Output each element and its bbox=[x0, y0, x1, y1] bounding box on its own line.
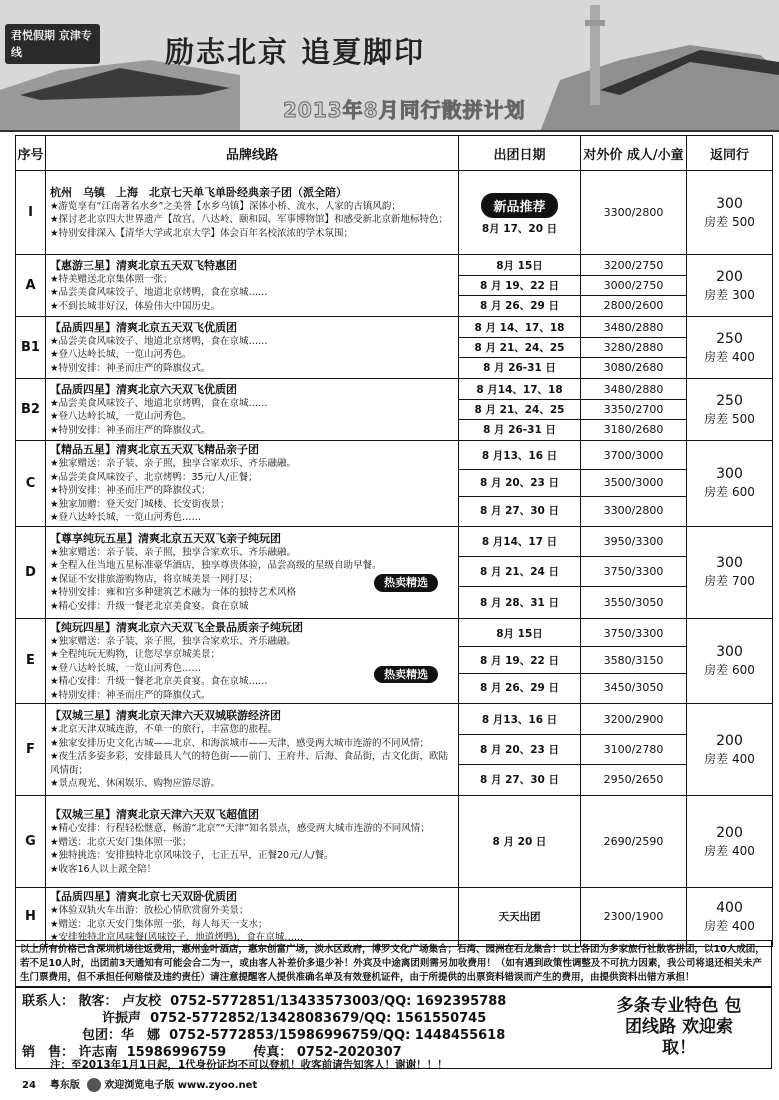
room-diff: 房差 500 bbox=[704, 411, 755, 426]
page-number: 24 bbox=[22, 1080, 36, 1091]
tour-row bbox=[16, 704, 773, 796]
price-column bbox=[581, 441, 687, 527]
price-text: 3280/2880 bbox=[603, 340, 664, 354]
date-cell bbox=[459, 470, 580, 497]
footer-text: 欢迎浏览电子版 www.zyoo.net bbox=[104, 1080, 258, 1091]
route-cell bbox=[46, 441, 459, 527]
route-cell bbox=[46, 618, 459, 704]
price-cell bbox=[581, 276, 686, 296]
date-cell bbox=[459, 380, 580, 400]
date-cell bbox=[459, 497, 580, 524]
price-text: 2690/2590 bbox=[603, 835, 664, 848]
date-text: 8 月13、16 日 bbox=[481, 713, 558, 726]
col-header-date: 出团日期 bbox=[459, 136, 581, 171]
route-item: ★独家赠送：亲子装、亲子照，独享合家欢乐、齐乐融融。 bbox=[50, 458, 297, 469]
route-cell bbox=[46, 796, 459, 888]
contact-box bbox=[15, 987, 772, 1069]
date-column bbox=[459, 618, 581, 704]
price-cell bbox=[581, 674, 686, 701]
date-cell bbox=[459, 891, 580, 942]
route-item: ★北京天津双城连游，不单一的旅行，丰富您的旅程。 bbox=[50, 724, 278, 736]
route-item: ★精心安排：行程轻松惬意，畅游“北京”“天津”知名景点，感受两大城市连游的不同风情； bbox=[50, 823, 430, 834]
route-title: 杭州 乌镇 上海 北京七天单飞单卧经典亲子团（派全陪） bbox=[50, 185, 347, 199]
new-product-badge: 新品推荐 bbox=[481, 193, 557, 218]
date-column bbox=[459, 526, 581, 618]
return-value: 300 bbox=[716, 643, 743, 660]
price-text: 3100/2780 bbox=[603, 742, 664, 756]
header-banner bbox=[0, 0, 779, 132]
route-cell bbox=[46, 704, 459, 796]
return-value: 400 bbox=[716, 899, 743, 916]
route-item: ★登八达岭长城，一览山河秀色…… bbox=[50, 512, 202, 523]
route-item: ★精心安排：升级一餐老北京美食宴。食在京城…… bbox=[50, 676, 268, 687]
route-title: 【品质四星】清爽北京七天双卧优质团 bbox=[50, 890, 237, 903]
price-cell bbox=[581, 735, 686, 765]
date-cell bbox=[459, 358, 580, 378]
price-cell bbox=[581, 171, 686, 254]
price-cell bbox=[581, 497, 686, 524]
price-text: 3200/2900 bbox=[603, 712, 664, 726]
date-column bbox=[459, 171, 581, 255]
date-cell bbox=[459, 527, 580, 557]
price-cell bbox=[581, 891, 686, 942]
id-card-note: 注：至2013年1月1日起，1代身份证均不可以登机！收客前请告知客人！谢谢！！！ bbox=[50, 1059, 448, 1071]
return-cell bbox=[687, 618, 773, 704]
terms-notes: 以上所有价格已含深圳机场往返费用，惠州金叶酒店，惠东创富广场，淡水区政府，博罗文化广场集合；石湾、园洲在石龙集合！以上各团为多家旅行社散客拼团，以10人成团，若不足10人时，出团前3天通知有可能会合二为一，或由客人补差价多退少补！外宾及中途离团则需另加收费用！（如有遇到政策性调整及不可抗力因素，我公司将退还相关未产生门票费用，但不承担任何赔偿及违约责任）请注意提醒客人提供准确名单及有效登机证件，由于所提供的出票资料错误而产生的费用，由提供资料出错方承担！ bbox=[15, 940, 772, 987]
date-column bbox=[459, 796, 581, 888]
date-text: 8 月 27、30 日 bbox=[480, 774, 559, 786]
price-text: 3550/3050 bbox=[603, 595, 664, 609]
sales-phone: 15986996759 bbox=[126, 1045, 227, 1060]
tour-row bbox=[16, 379, 773, 441]
return-value: 300 bbox=[716, 555, 743, 571]
date-column bbox=[459, 255, 581, 317]
date-text: 8 月13、16 日 bbox=[481, 450, 558, 463]
price-cell bbox=[581, 527, 686, 557]
return-cell bbox=[687, 526, 773, 618]
date-cell bbox=[459, 674, 580, 701]
route-item: ★精心安排：升级一餐老北京美食宴。食在京城 bbox=[50, 600, 249, 612]
price-text: 2300/1900 bbox=[603, 910, 664, 924]
price-cell bbox=[581, 765, 686, 795]
price-cell bbox=[581, 358, 686, 378]
date-text: 8 月 26-31 日 bbox=[483, 362, 556, 374]
route-cell bbox=[46, 526, 459, 618]
date-cell bbox=[459, 338, 580, 358]
tour-row bbox=[16, 526, 773, 618]
contact-info-3: 0752-5772853/15986996759/QQ: 1448455618 bbox=[169, 1028, 506, 1043]
route-item: ★探讨老北京四大世界遗产【故宫、八达岭、颐和园、军事博物馆】和感受新北京新地标特色； bbox=[50, 214, 449, 226]
route-item: ★不到长城非好汉，体验伟大中国历史。 bbox=[50, 300, 221, 312]
date-cell bbox=[459, 587, 580, 617]
price-text: 3500/3000 bbox=[603, 476, 664, 490]
route-item: ★夜生活多姿多彩，安排最具人气的特色街——前门、王府井、后海、食品街，古文化街，欧陆风情街； bbox=[50, 751, 449, 776]
promo-text: 多条专业特色 包团线路 欢迎索取！ bbox=[616, 996, 742, 1058]
route-title: 【纯玩四星】清爽北京六天双飞全景品质亲子纯玩团 bbox=[50, 620, 303, 634]
return-value: 200 bbox=[716, 732, 743, 749]
price-text: 3200/2750 bbox=[603, 258, 664, 272]
col-header-price: 对外价 成人/小童 bbox=[581, 136, 687, 171]
date-text: 8 月 21、24、25 bbox=[474, 403, 565, 416]
date-text: 8 月 26-31 日 bbox=[483, 424, 556, 436]
date-column bbox=[459, 704, 581, 796]
date-cell bbox=[459, 171, 580, 254]
col-header-route: 品牌线路 bbox=[46, 136, 459, 171]
price-cell bbox=[581, 470, 686, 497]
route-item: ★登八达岭长城，一览山河秀色。 bbox=[50, 349, 192, 361]
date-text: 8 月 28、31 日 bbox=[480, 596, 559, 609]
date-cell bbox=[459, 276, 580, 296]
date-cell bbox=[459, 296, 580, 316]
contact-label: 联系人： bbox=[22, 994, 75, 1009]
price-text: 3750/3300 bbox=[603, 565, 664, 578]
price-column bbox=[581, 704, 687, 796]
date-cell bbox=[459, 400, 580, 420]
price-column bbox=[581, 796, 687, 888]
date-text: 8月 15日 bbox=[496, 627, 543, 640]
price-cell bbox=[581, 338, 686, 358]
date-text: 8 月14、17、18 bbox=[476, 383, 563, 396]
return-cell bbox=[687, 888, 773, 947]
route-cell bbox=[46, 888, 459, 947]
return-value: 200 bbox=[716, 268, 743, 285]
contact-name-1: 卢友校 bbox=[122, 994, 162, 1009]
price-cell bbox=[581, 620, 686, 647]
price-text: 3000/2750 bbox=[603, 278, 664, 292]
logo-icon bbox=[87, 1078, 101, 1092]
price-text: 3750/3300 bbox=[603, 626, 664, 640]
row-code: A bbox=[16, 255, 46, 317]
route-cell bbox=[46, 379, 459, 441]
route-title: 【尊享纯玩五星】清爽北京五天双飞亲子纯玩团 bbox=[50, 531, 281, 545]
date-cell bbox=[459, 796, 580, 887]
price-text: 3350/2700 bbox=[603, 402, 664, 416]
date-column bbox=[459, 441, 581, 527]
date-text: 8 月 19、22 日 bbox=[480, 279, 559, 292]
route-item: ★安排独特北京风味餐(风味饺子、地道烤鸭)，食在京城…… bbox=[50, 932, 304, 943]
row-code: F bbox=[16, 704, 46, 796]
tour-row bbox=[16, 618, 773, 704]
col-header-code: 序号 bbox=[16, 136, 46, 171]
tour-row bbox=[16, 796, 773, 888]
date-cell bbox=[459, 735, 580, 765]
date-text: 8 月 26、29 日 bbox=[480, 682, 559, 695]
date-cell bbox=[459, 620, 580, 647]
route-item: ★特别安排：神圣而庄严的降旗仪式。 bbox=[50, 424, 211, 436]
price-column bbox=[581, 171, 687, 255]
date-text: 8 月 19、22 日 bbox=[480, 654, 559, 667]
return-cell bbox=[687, 317, 773, 379]
price-column bbox=[581, 526, 687, 618]
date-cell bbox=[459, 318, 580, 338]
route-title: 【品质四星】清爽北京五天双飞优质团 bbox=[50, 320, 237, 334]
price-cell bbox=[581, 256, 686, 276]
fax-number: 0752-2020307 bbox=[296, 1045, 402, 1060]
date-text: 8 月 26、29 日 bbox=[480, 300, 559, 312]
date-column bbox=[459, 379, 581, 441]
route-cell bbox=[46, 317, 459, 379]
date-text: 8 月 21、24 日 bbox=[480, 566, 559, 578]
retail-label: 散客： bbox=[78, 994, 118, 1009]
price-text: 2800/2600 bbox=[603, 299, 664, 312]
price-text: 3300/2800 bbox=[603, 503, 664, 517]
price-cell bbox=[581, 380, 686, 400]
route-item: ★品尝美食风味饺子、地道北京烤鸭，食在京城…… bbox=[50, 287, 268, 299]
return-cell bbox=[687, 704, 773, 796]
tour-row bbox=[16, 171, 773, 255]
date-text: 8 月 21、24、25 bbox=[474, 341, 565, 354]
price-text: 3950/3300 bbox=[603, 535, 664, 548]
route-item: ★品尝美食风味饺子、地道北京烤鸭，食在京城…… bbox=[50, 397, 268, 409]
date-cell bbox=[459, 765, 580, 795]
contact-info-2: 0752-5772852/13428083679/QQ: 1561550745 bbox=[150, 1011, 487, 1026]
edition-label: 粤东版 bbox=[49, 1080, 80, 1091]
row-code: B1 bbox=[16, 317, 46, 379]
price-text: 3450/3050 bbox=[603, 681, 664, 695]
price-cell bbox=[581, 420, 686, 440]
route-item: ★独特挑选：安排独特北京风味饺子，七正五早，正餐20元/人/餐。 bbox=[50, 850, 334, 861]
date-text: 天天出团 bbox=[498, 911, 541, 924]
route-item: ★全程入住当地五星标准豪华酒店，独享尊贵体验，品尝高级的星级自助早餐。 bbox=[50, 560, 382, 572]
room-diff: 房差 400 bbox=[704, 349, 755, 364]
route-item: ★登八达岭长城，一览山河秀色…… bbox=[50, 662, 202, 674]
route-item: ★独家加赠：登天安门城楼、长安街夜景； bbox=[50, 498, 230, 510]
route-title: 【双城三星】清爽北京天津六天双城联游经济团 bbox=[50, 709, 281, 723]
date-cell bbox=[459, 443, 580, 470]
row-code: B2 bbox=[16, 379, 46, 441]
agency-tag: 君悦假期 京津专线 bbox=[5, 24, 100, 64]
price-text: 3080/2680 bbox=[603, 361, 664, 374]
banner-title: 励志北京 追夏脚印 bbox=[165, 35, 426, 69]
hot-pick-badge: 热卖精选 bbox=[374, 574, 438, 592]
date-text: 8 月 14、17、18 bbox=[474, 321, 565, 334]
return-value: 300 bbox=[716, 466, 743, 483]
row-code: D bbox=[16, 526, 46, 618]
price-cell bbox=[581, 400, 686, 420]
banner-subtitle: 2013年8月同行散拼计划 bbox=[283, 98, 526, 122]
route-item: ★赠送：北京天安门集体照一张； bbox=[50, 836, 192, 848]
return-cell bbox=[687, 441, 773, 527]
date-cell bbox=[459, 705, 580, 735]
price-column bbox=[581, 317, 687, 379]
price-text: 3480/2880 bbox=[603, 320, 664, 334]
price-text: 3180/2680 bbox=[603, 423, 664, 436]
date-cell bbox=[459, 420, 580, 440]
room-diff: 房差 500 bbox=[704, 214, 755, 229]
tour-row bbox=[16, 441, 773, 527]
col-header-return: 返同行 bbox=[687, 136, 773, 171]
route-item: ★赠送：北京天安门集体照一张，每人每天一支水； bbox=[50, 918, 268, 930]
price-text: 3580/3150 bbox=[603, 653, 664, 667]
return-cell bbox=[687, 171, 773, 255]
date-text: 8月 15日 bbox=[496, 259, 543, 272]
sales-label: 销 售： bbox=[22, 1045, 75, 1060]
route-item: ★独家赠送：亲子装、亲子照，独享合家欢乐、齐乐融融。 bbox=[50, 546, 297, 558]
room-diff: 房差 700 bbox=[704, 574, 755, 588]
route-title: 【双城三星】清爽北京天津六天双飞超值团 bbox=[50, 808, 259, 821]
date-column bbox=[459, 888, 581, 947]
price-cell bbox=[581, 443, 686, 470]
date-cell bbox=[459, 557, 580, 587]
room-diff: 房差 600 bbox=[704, 662, 755, 677]
route-item: ★收客16人以上派全陪！ bbox=[50, 863, 157, 875]
route-title: 【惠游三星】清爽北京五天双飞特惠团 bbox=[50, 258, 237, 272]
date-text: 8 月 20、23 日 bbox=[480, 477, 559, 490]
price-text: 3700/3000 bbox=[603, 449, 664, 463]
route-item: ★特别安排：神圣而庄严的降旗仪式。 bbox=[50, 362, 211, 374]
route-item: ★保证不安排旅游购物店，将京城美景一网打尽； bbox=[50, 573, 259, 585]
contact-name-2: 许振声 bbox=[102, 1011, 142, 1026]
date-cell bbox=[459, 256, 580, 276]
route-item: ★游览享有“江南著名水乡”之美誉【水乡乌镇】深体小桥、流水、人家的古镇风韵； bbox=[50, 200, 401, 212]
return-cell bbox=[687, 796, 773, 888]
route-cell bbox=[46, 255, 459, 317]
price-cell bbox=[581, 296, 686, 316]
return-value: 250 bbox=[716, 330, 743, 347]
tour-row bbox=[16, 255, 773, 317]
price-cell bbox=[581, 557, 686, 587]
tour-table bbox=[15, 135, 773, 947]
date-text: 8 月14、17 日 bbox=[481, 536, 558, 548]
route-item: ★特别安排：雍和宫多种建筑艺术融为一体的独特艺术风格 bbox=[50, 587, 297, 599]
route-item: ★景点观光、休闲娱乐、购物应游尽游。 bbox=[50, 778, 221, 790]
route-item: ★特别安排深入【清华大学或北京大学】体会百年名校浓浓的学术氛围； bbox=[50, 227, 354, 239]
row-code: H bbox=[16, 888, 46, 947]
route-item: ★登八达岭长城，一览山河秀色。 bbox=[50, 411, 192, 423]
route-item: ★特别安排：神圣而庄严的降旗仪式； bbox=[50, 485, 211, 496]
room-diff: 房差 400 bbox=[704, 843, 755, 858]
row-code: I bbox=[16, 171, 46, 255]
price-text: 3300/2800 bbox=[603, 206, 664, 219]
tour-row bbox=[16, 888, 773, 947]
contact-info-1: 0752-5772851/13433573003/QQ: 1692395788 bbox=[170, 994, 507, 1009]
room-diff: 房差 400 bbox=[704, 751, 755, 766]
date-text: 8月 17、20 日 bbox=[481, 222, 558, 235]
route-item: ★特别安排：神圣而庄严的降旗仪式。 bbox=[50, 689, 211, 701]
route-title: 【精品五星】清爽北京五天双飞精品亲子团 bbox=[50, 443, 259, 456]
route-title: 【品质四星】清爽北京六天双飞优质团 bbox=[50, 382, 237, 396]
group-label: 包团： bbox=[82, 1028, 122, 1043]
route-item: ★独家安排历史文化古城——北京、和海滨城市——天津，感受两大城市连游的不同风情； bbox=[50, 737, 430, 749]
page-footer bbox=[22, 1076, 257, 1092]
price-cell bbox=[581, 587, 686, 617]
price-text: 3480/2880 bbox=[603, 382, 664, 396]
price-cell bbox=[581, 796, 686, 887]
hot-pick-badge: 热卖精选 bbox=[374, 666, 438, 684]
route-cell bbox=[46, 171, 459, 255]
price-column bbox=[581, 618, 687, 704]
route-item: ★品尝美食风味饺子、地道北京烤鸭，食在京城…… bbox=[50, 335, 268, 347]
route-item: ★独家赠送：亲子装、亲子照，独享合家欢乐、齐乐融融。 bbox=[50, 635, 297, 647]
route-item: ★品尝美食风味饺子、北京烤鸭：35元/人/正餐； bbox=[50, 471, 258, 483]
price-column bbox=[581, 379, 687, 441]
fax-label: 传真： bbox=[253, 1045, 293, 1060]
contact-name-3: 华 娜 bbox=[121, 1028, 161, 1043]
date-cell bbox=[459, 647, 580, 674]
price-cell bbox=[581, 647, 686, 674]
return-value: 300 bbox=[716, 195, 743, 212]
row-code: G bbox=[16, 796, 46, 888]
route-item: ★特美赠送北京集体照一张； bbox=[50, 273, 173, 285]
return-value: 200 bbox=[716, 824, 743, 841]
price-column bbox=[581, 255, 687, 317]
route-item: ★全程纯玩无购物，让您尽享京城美景； bbox=[50, 649, 221, 660]
return-cell bbox=[687, 379, 773, 441]
row-code: C bbox=[16, 441, 46, 527]
date-column bbox=[459, 317, 581, 379]
price-cell bbox=[581, 318, 686, 338]
row-code: E bbox=[16, 618, 46, 704]
price-column bbox=[581, 888, 687, 947]
date-text: 8 月 20 日 bbox=[492, 836, 547, 848]
room-diff: 房差 400 bbox=[704, 918, 755, 933]
room-diff: 房差 600 bbox=[704, 485, 755, 500]
sales-name: 许志南 bbox=[78, 1045, 118, 1060]
date-text: 8 月 20、23 日 bbox=[480, 743, 559, 756]
date-text: 8 月 27、30 日 bbox=[480, 504, 559, 517]
price-text: 2950/2650 bbox=[603, 773, 664, 786]
tour-row bbox=[16, 317, 773, 379]
return-value: 250 bbox=[716, 392, 743, 409]
return-cell bbox=[687, 255, 773, 317]
room-diff: 房差 300 bbox=[704, 287, 755, 302]
price-cell bbox=[581, 705, 686, 735]
route-item: ★体验双轨火车出游：放松心情欣赏窗外美景； bbox=[50, 905, 249, 916]
